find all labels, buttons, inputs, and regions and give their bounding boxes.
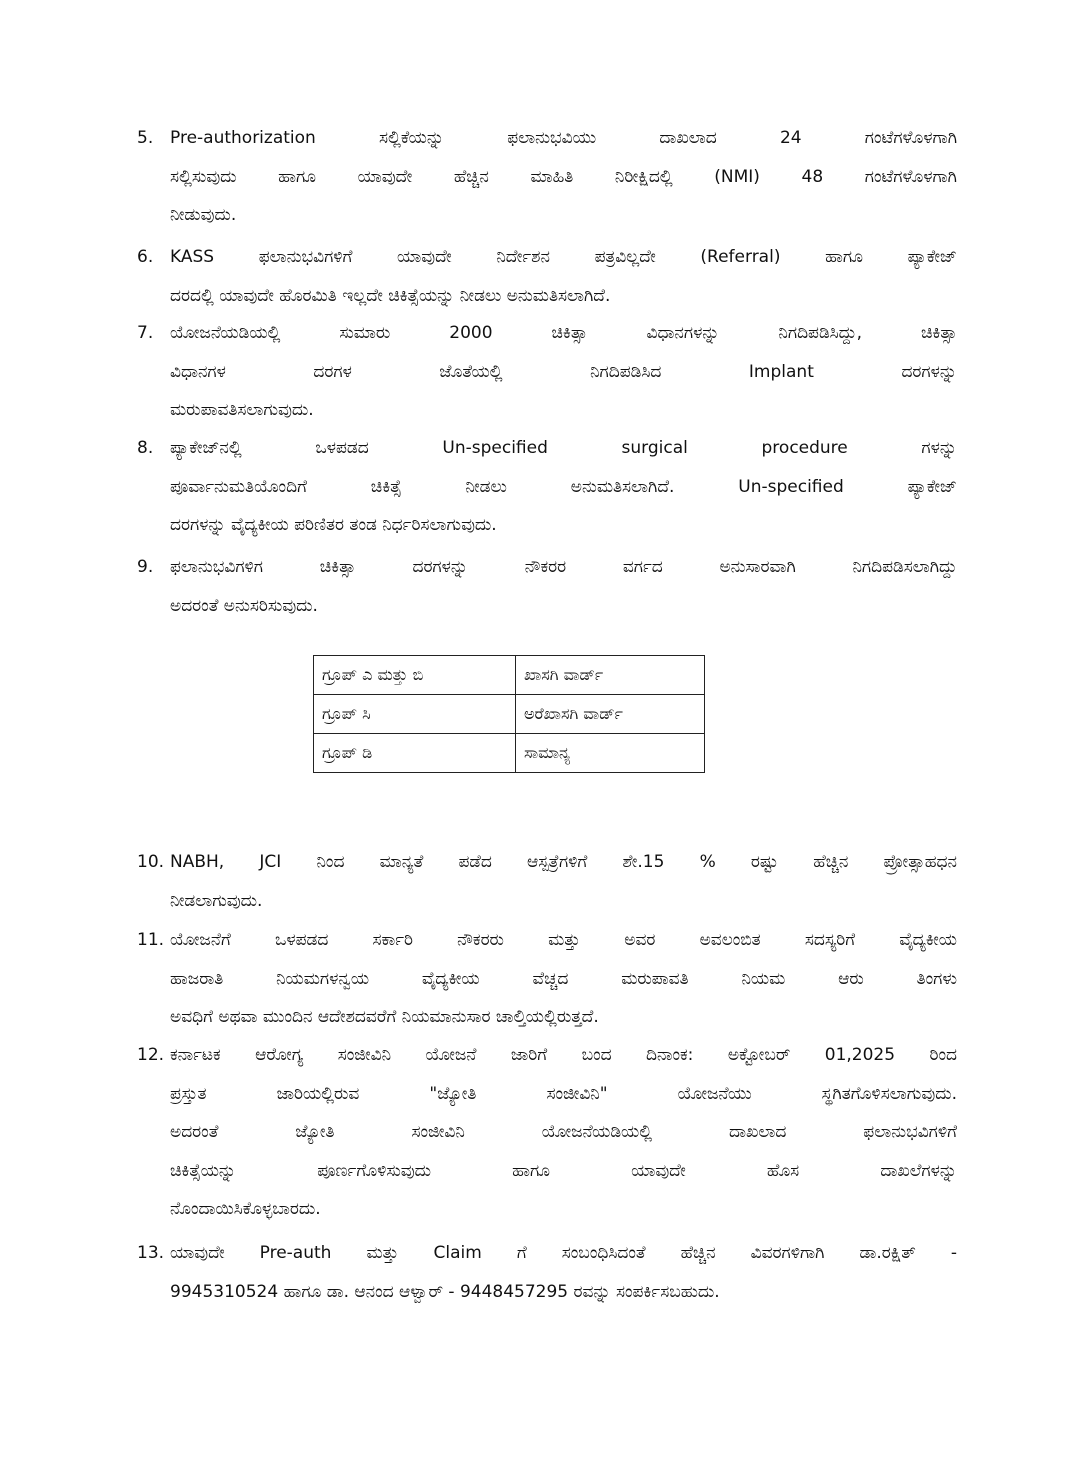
- item-text-line: KASS ಫಲಾನುಭವಿಗಳಿಗೆ ಯಾವುದೇ ನಿರ್ದೇಶನ ಪತ್ರವಿಲ್ಲದೇ (Referral) ಹಾಗೂ ಪ್ಯಾಕೇಜ್: [170, 247, 957, 267]
- item-text-line: 9945310524 ಹಾಗೂ ಡಾ. ಆನಂದ ಆಳ್ವಾರ್ - 9448457295 ರವನ್ನು ಸಂಪರ್ಕಿಸಬಹುದು.: [170, 1281, 720, 1302]
- item-text-line: ನೊಂದಾಯಿಸಿಕೊಳ್ಳಬಾರದು.: [170, 1199, 321, 1219]
- item-number: 12.: [137, 1045, 165, 1065]
- item-text-line: ಅದರಂತೆ ಜ್ಯೋತಿ ಸಂಜೀವಿನಿ ಯೋಜನೆಯಡಿಯಲ್ಲಿ ದಾಖಲಾದ ಫಲಾನುಭವಿಗಳಿಗೆ: [170, 1122, 957, 1142]
- ward-cell: ಸಾಮಾನ್ಯ: [516, 734, 705, 773]
- item-text-line: ಅದರಂತೆ ಅನುಸರಿಸುವುದು.: [170, 595, 318, 616]
- item-text-line: ಯಾವುದೇ Pre-auth ಮತ್ತು Claim ಗೆ ಸಂಬಂಧಿಸಿದಂತೆ ಹೆಚ್ಚಿನ ವಿವರಗಳಿಗಾಗಿ ಡಾ.ರಕ್ಷಿತ್ -: [170, 1243, 957, 1263]
- item-text-line: ಹಾಜರಾತಿ ನಿಯಮಗಳನ್ವಯ ವೈದ್ಯಕೀಯ ವೆಚ್ಚದ ಮರುಪಾವತಿ ನಿಯಮ ಆರು ತಿಂಗಳು: [170, 968, 957, 989]
- item-number: 9.: [137, 557, 154, 577]
- item-number: 7.: [137, 323, 154, 343]
- item-text-line: ನೀಡುವುದು.: [170, 205, 237, 225]
- ward-cell: ಅರೆಖಾಸಗಿ ವಾರ್ಡ್: [516, 695, 705, 734]
- item-number: 10.: [137, 852, 165, 872]
- group-cell: ಗ್ರೂಪ್ ಸಿ: [314, 695, 516, 734]
- item-text-line: Pre-authorization ಸಲ್ಲಿಕೆಯನ್ನು ಫಲಾನುಭವಿಯು ದಾಖಲಾದ 24 ಗಂಟೆಗಳೊಳಗಾಗಿ: [170, 128, 957, 148]
- list-item: [137, 429, 957, 545]
- item-number: 11.: [137, 930, 165, 950]
- table-row: [314, 656, 705, 695]
- item-text-line: ದರಗಳನ್ನು ವೈದ್ಯಕೀಯ ಪರಿಣಿತರ ತಂಡ ನಿರ್ಧರಿಸಲಾಗುವುದು.: [170, 515, 497, 535]
- item-text-line: NABH, JCI ನಿಂದ ಮಾನ್ಯತೆ ಪಡೆದ ಆಸ್ಪತ್ರೆಗಳಿಗೆ ಶೇ.15 % ರಷ್ಟು ಹೆಚ್ಚಿನ ಪ್ರೋತ್ಸಾಹಧನ: [170, 852, 957, 872]
- item-text-line: ದರದಲ್ಲಿ ಯಾವುದೇ ಹೊರಮಿತಿ ಇಲ್ಲದೇ ಚಿಕಿತ್ಸೆಯನ್ನು ನೀಡಲು ಅನುಮತಿಸಲಾಗಿದೆ.: [170, 285, 611, 306]
- item-number: 5.: [137, 128, 154, 148]
- item-number: 13.: [137, 1243, 165, 1263]
- table-row: [314, 734, 705, 773]
- list-item: [137, 314, 957, 430]
- item-text-line: ನೀಡಲಾಗುವುದು.: [170, 890, 263, 911]
- list-item: [137, 1036, 957, 1229]
- item-text-line: ಚಿಕಿತ್ಸೆಯನ್ನು ಪೂರ್ಣಗೊಳಿಸುವುದು ಹಾಗೂ ಯಾವುದೇ ಹೊಸ ದಾಖಲೆಗಳನ್ನು: [170, 1160, 957, 1181]
- group-cell: ಗ್ರೂಪ್ ಡಿ: [314, 734, 516, 773]
- ward-cell: ಖಾಸಗಿ ವಾರ್ಡ್: [516, 656, 705, 695]
- table-row: [314, 695, 705, 734]
- list-item: [137, 921, 957, 1037]
- item-text-line: ಯೋಜನೆಯಡಿಯಲ್ಲಿ ಸುಮಾರು 2000 ಚಿಕಿತ್ಸಾ ವಿಧಾನಗಳನ್ನು ನಿಗದಿಪಡಿಸಿದ್ದು, ಚಿಕಿತ್ಸಾ: [170, 323, 957, 343]
- list-item: [137, 238, 957, 315]
- ward-eligibility-table: [313, 655, 705, 773]
- item-text-line: ಪ್ಯಾಕೇಜ್‌ನಲ್ಲಿ ಒಳಪಡದ Un-specified surgical procedure ಗಳನ್ನು: [170, 438, 957, 458]
- list-item: [137, 548, 957, 625]
- item-text-line: ಅವಧಿಗೆ ಅಥವಾ ಮುಂದಿನ ಆದೇಶದವರೆಗೆ ನಿಯಮಾನುಸಾರ ಚಾಲ್ತಿಯಲ್ಲಿರುತ್ತದೆ.: [170, 1007, 599, 1027]
- item-text-line: ಪೂರ್ವಾನುಮತಿಯೊಂದಿಗೆ ಚಿಕಿತ್ಸೆ ನೀಡಲು ಅನುಮತಿಸಲಾಗಿದೆ. Un-specified ಪ್ಯಾಕೇಜ್: [170, 476, 957, 497]
- item-text-line: ಸಲ್ಲಿಸುವುದು ಹಾಗೂ ಯಾವುದೇ ಹೆಚ್ಚಿನ ಮಾಹಿತಿ ನಿರೀಕ್ಷಿದಲ್ಲಿ (NMI) 48 ಗಂಟೆಗಳೊಳಗಾಗಿ: [170, 166, 957, 187]
- list-item: [137, 119, 957, 235]
- item-text-line: ಫಲಾನುಭವಿಗಳಿಗ ಚಿಕಿತ್ಸಾ ದರಗಳನ್ನು ನೌಕರರ ವರ್ಗದ ಅನುಸಾರವಾಗಿ ನಿಗದಿಪಡಿಸಲಾಗಿದ್ದು: [170, 557, 957, 577]
- group-cell: ಗ್ರೂಪ್ ಎ ಮತ್ತು ಬಿ: [314, 656, 516, 695]
- item-text-line: ಪ್ರಸ್ತುತ ಜಾರಿಯಲ್ಲಿರುವ "ಜ್ಯೋತಿ ಸಂಜೀವಿನಿ" ಯೋಜನೆಯು ಸ್ಥಗಿತಗೊಳಿಸಲಾಗುವುದು.: [170, 1083, 957, 1104]
- item-number: 6.: [137, 247, 154, 267]
- list-item: [137, 1234, 957, 1311]
- item-number: 8.: [137, 438, 154, 458]
- item-text-line: ವಿಧಾನಗಳ ದರಗಳ ಜೊತೆಯಲ್ಲಿ ನಿಗದಿಪಡಿಸಿದ Implant ದರಗಳನ್ನು: [170, 361, 957, 382]
- item-text-line: ಕರ್ನಾಟಕ ಆರೋಗ್ಯ ಸಂಜೀವಿನಿ ಯೋಜನೆ ಜಾರಿಗೆ ಬಂದ ದಿನಾಂಕ: ಅಕ್ಟೋಬರ್ 01,2025 ರಿಂದ: [170, 1045, 957, 1065]
- item-text-line: ಯೋಜನೆಗೆ ಒಳಪಡದ ಸರ್ಕಾರಿ ನೌಕರರು ಮತ್ತು ಅವರ ಅವಲಂಬಿತ ಸದಸ್ಯರಿಗೆ ವೈದ್ಯಕೀಯ: [170, 930, 957, 950]
- list-item: [137, 843, 957, 920]
- item-text-line: ಮರುಪಾವತಿಸಲಾಗುವುದು.: [170, 400, 314, 420]
